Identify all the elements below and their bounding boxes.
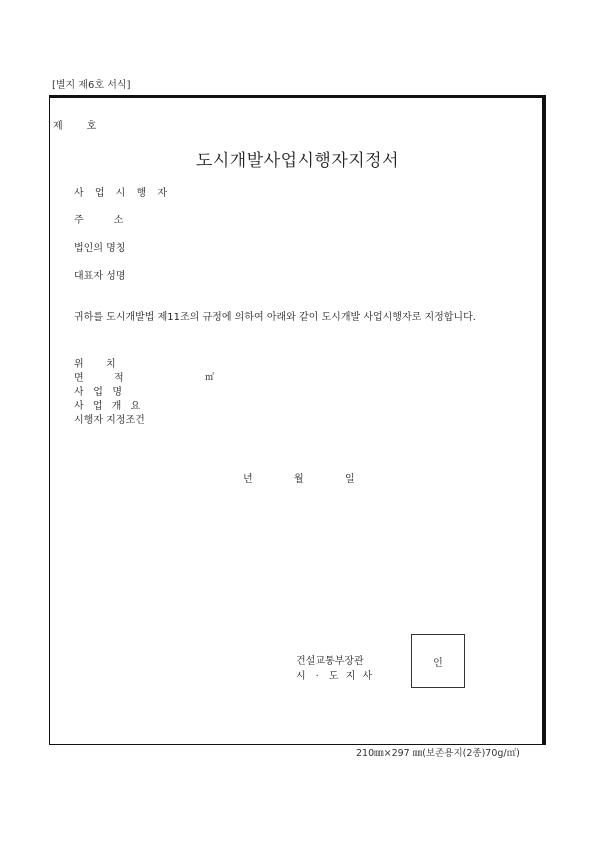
- info-location-b: 치: [106, 359, 116, 370]
- seal-label: 인: [433, 657, 443, 669]
- date-day: 일: [345, 474, 355, 485]
- date-line: [243, 470, 396, 485]
- info-area-a: 면: [74, 373, 84, 384]
- signatory-governor: [296, 667, 384, 682]
- info-project-name: 사 업 명: [74, 387, 123, 398]
- form-label: [별지 제6호 서식]: [52, 80, 131, 91]
- governor-part-2: 도 지 사: [328, 671, 375, 682]
- governor-dot: ·: [315, 671, 319, 682]
- signatory-minister: 건설교통부장관: [296, 656, 364, 667]
- area-unit: ㎡: [205, 373, 215, 383]
- field-address-b: 소: [113, 215, 124, 226]
- document-number: [53, 117, 96, 132]
- document-title: 도시개발사업시행자지정서: [195, 151, 400, 171]
- info-location-a: 위: [74, 359, 84, 370]
- date-month: 월: [294, 474, 304, 485]
- field-implementer: 사 업 시 행 자: [74, 188, 172, 199]
- doc-number-suffix: 호: [86, 121, 97, 132]
- info-area-b: 적: [114, 373, 124, 384]
- date-year: 년: [243, 474, 253, 485]
- info-project-overview: 사 업 개 요: [74, 401, 144, 412]
- seal-box: [411, 634, 465, 688]
- field-representative: 대표자 성명: [74, 271, 126, 282]
- doc-number-prefix: 제: [53, 121, 63, 132]
- paper-spec: 210㎜×297 ㎜(보존용지(2종)70g/㎡): [356, 748, 520, 759]
- governor-part-1: 시: [296, 671, 306, 682]
- info-conditions: 시행자 지정조건: [74, 415, 145, 426]
- info-area: [74, 369, 124, 384]
- designation-paragraph: 귀하를 도시개발법 제11조의 규정에 의하여 아래와 같이 도시개발 사업시행자로 지정합니다.: [74, 312, 476, 323]
- field-corp-name: 법인의 명칭: [74, 243, 126, 254]
- field-address: [74, 211, 123, 226]
- info-location: [74, 355, 116, 370]
- field-address-a: 주: [74, 215, 84, 226]
